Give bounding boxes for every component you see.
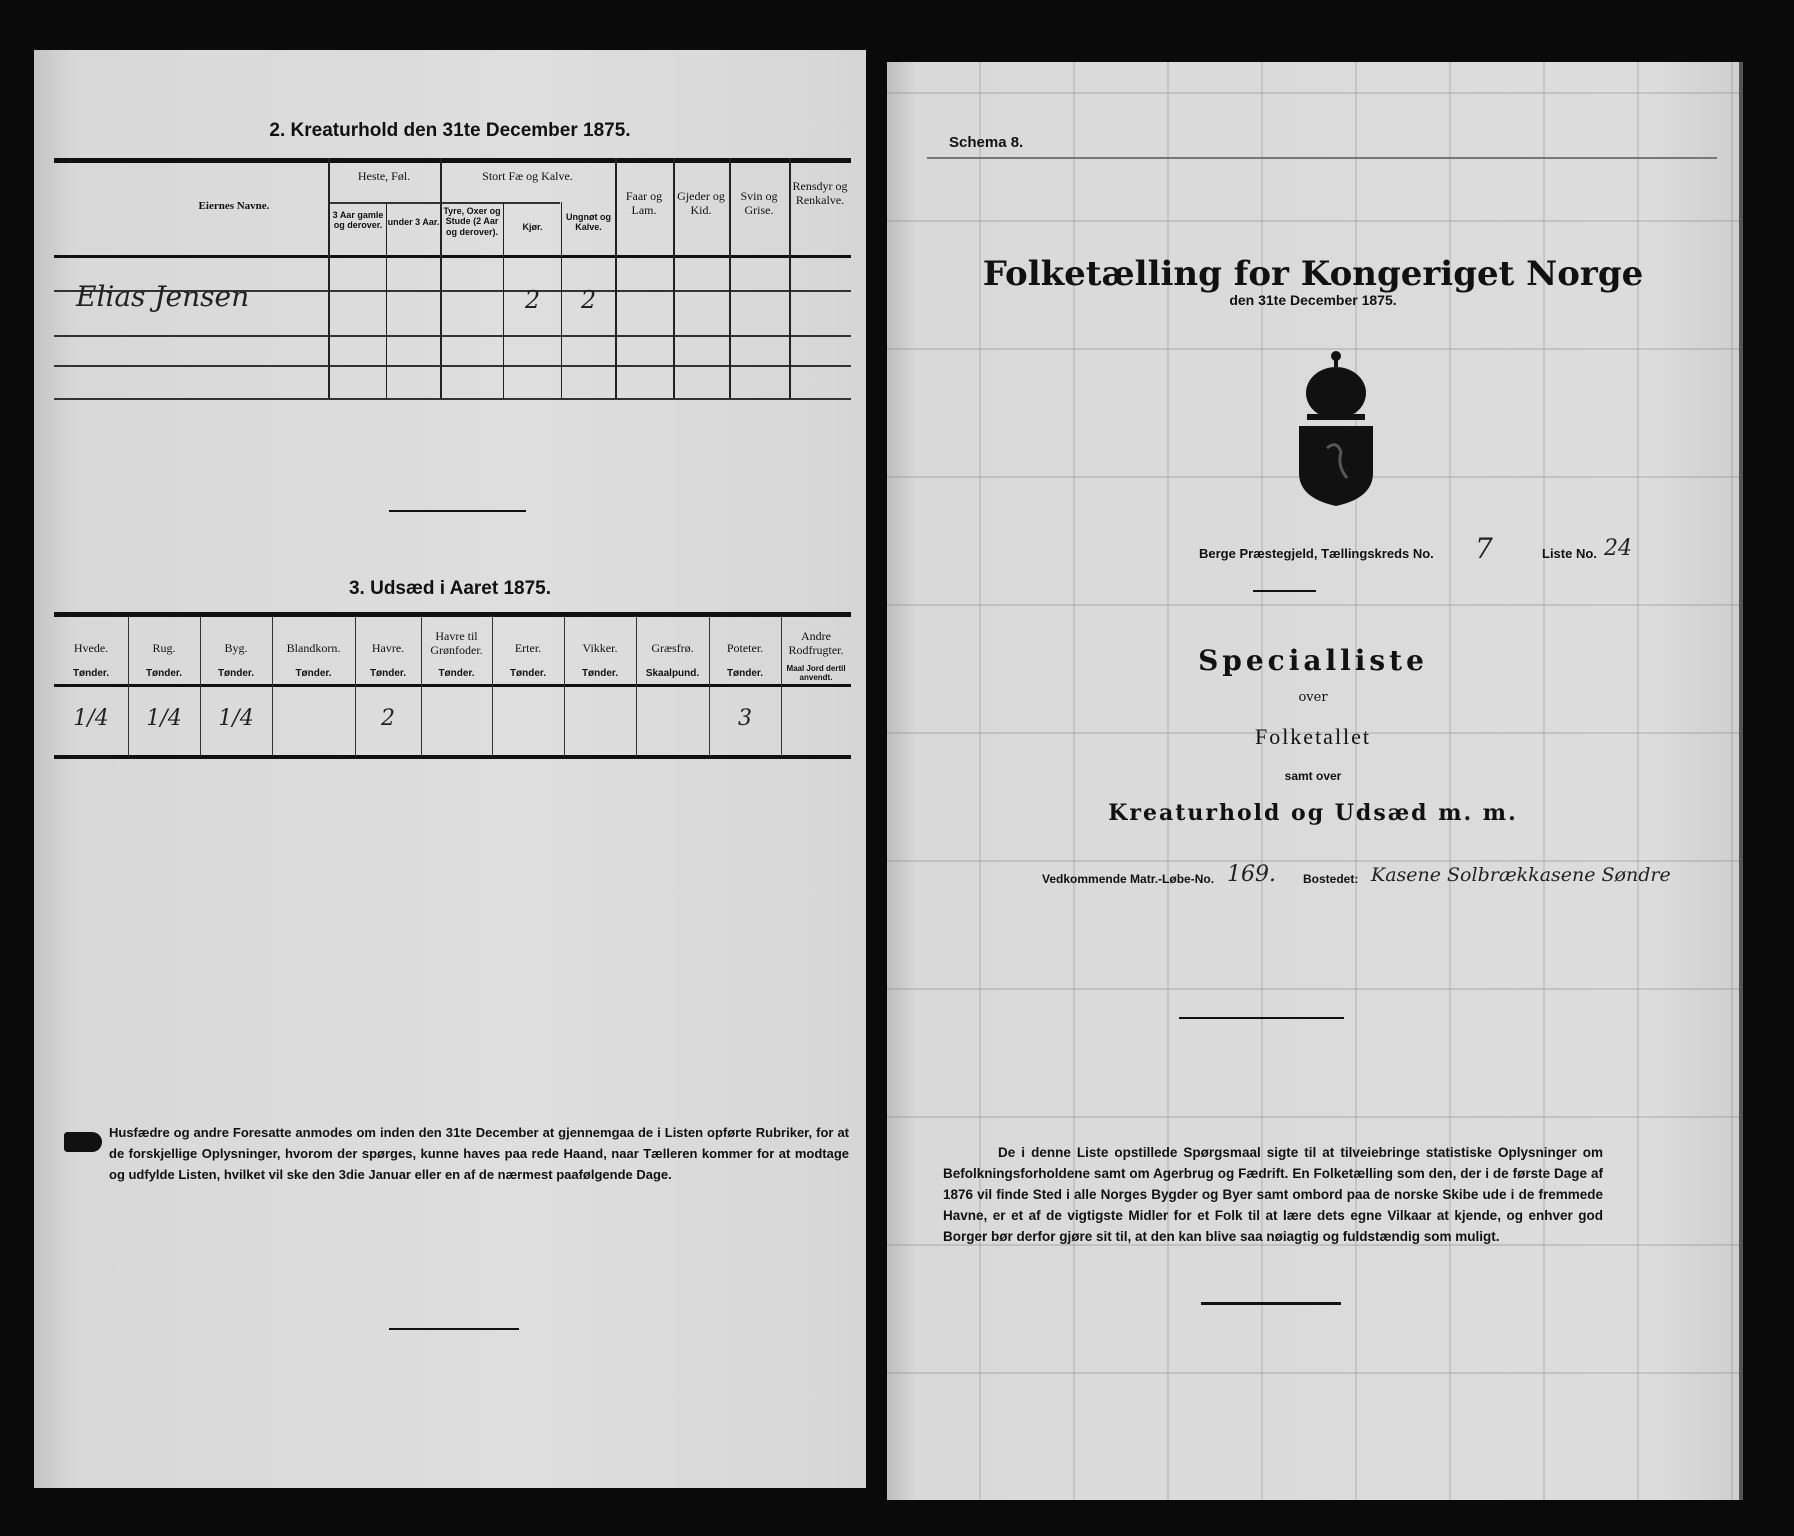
seed-unit: Maal Jord dertil anvendt. <box>786 664 846 683</box>
header-cattle: Stort Fæ og Kalve. <box>482 169 573 183</box>
right-page <box>887 62 1743 1500</box>
district-number: 7 <box>1475 532 1493 565</box>
seed-header: Havre. <box>371 641 405 655</box>
header-horses-3-over: 3 Aar gamle og derover. <box>332 210 384 231</box>
owner-name: Elias Jensen <box>76 280 250 313</box>
header-young-cattle: Ungnøt og Kalve. <box>566 212 611 233</box>
column-divider <box>564 617 565 755</box>
samt-over-text: samt over <box>1284 769 1342 783</box>
over-text: over <box>1298 690 1328 705</box>
info-paragraph: De i denne Liste opstillede Spørgsmaal sigte til at tilveiebringe statistiske Oplysninger om Befolkningsforholdene samt om Agerbrug og Fædrift. En Folketælling som den, der i de første Dage af 1876 vil finde Sted i alle Norges Bygder og Byer samt ombord paa de norske Skibe ude i de fremmede Havne, er et af de vigtigste Midler for et Folk til at lære dets egne Vilkaar at kjende, og enhver god Borger bør derfor gjøre sit til, at den kan blive saa nøiagtig og fuldstændig som muligt. <box>943 1145 1603 1244</box>
seed-header: Erter. <box>514 641 542 655</box>
header-reindeer: Rensdyr og Renkalve. <box>792 179 848 207</box>
column-divider <box>636 617 637 755</box>
divider <box>389 510 526 512</box>
seed-header: Vikker. <box>582 641 618 655</box>
seed-header: Andre Rodfrugter. <box>788 629 844 657</box>
column-divider <box>272 617 273 755</box>
specialliste-heading: Specialliste <box>1198 644 1428 677</box>
seed-value: 1/4 <box>73 706 109 731</box>
left-page <box>34 50 866 1488</box>
list-label: Liste No. <box>1542 546 1597 561</box>
column-divider <box>355 617 356 755</box>
folketallet-text: Folketallet <box>1254 724 1372 749</box>
title-date: den 31te December 1875. <box>1229 292 1397 308</box>
seed-header: Blandkorn. <box>286 641 341 655</box>
seed-unit: Tønder. <box>369 668 407 679</box>
seed-header: Rug. <box>152 641 176 655</box>
parish-label: Berge Præstegjeld, Tællingskreds No. <box>1199 546 1434 561</box>
seed-unit: Tønder. <box>217 668 255 679</box>
list-number: 24 <box>1604 536 1632 561</box>
seed-unit: Tønder. <box>295 668 332 679</box>
seed-value: 1/4 <box>218 706 254 731</box>
seed-header: Hvede. <box>73 641 109 655</box>
divider <box>1179 1017 1344 1019</box>
seed-unit: Tønder. <box>509 668 547 679</box>
header-bulls: Tyre, Oxer og Stude (2 Aar og derover). <box>443 206 501 237</box>
seed-unit: Tønder. <box>145 668 183 679</box>
divider <box>389 1328 519 1330</box>
seed-unit: Tønder. <box>438 668 475 679</box>
seed-header: Havre til Grønfoder. <box>430 629 483 657</box>
coat-of-arms-icon <box>1297 348 1375 506</box>
seed-header: Byg. <box>224 641 248 655</box>
notice-text: Husfædre og andre Foresatte anmodes om inden den 31te December at gjennemgaa de i Listen opførte Rubriker, for at de forskjellige Oplysninger, hvorom der spørges, kunne haves paa rede Haand, naar Tælleren kommer for at modtage og udfylde Listen, hvilket vil ske den 3die Januar eller en af de nærmest paafølgende Dage. <box>109 1125 849 1182</box>
seed-header: Poteter. <box>726 641 764 655</box>
bosted-value: Kasene Solbrækkasene Søndre <box>1371 864 1671 886</box>
seed-unit: Tønder. <box>726 668 764 679</box>
header-sheep: Faar og Lam. <box>625 189 663 217</box>
seed-value: 3 <box>738 706 752 731</box>
column-divider <box>492 617 493 755</box>
young-cattle-value: 2 <box>580 286 597 314</box>
matr-label: Vedkommende Matr.-Løbe-No. <box>1042 872 1215 886</box>
subtitle: Kreaturhold og Udsæd m. m. <box>1108 800 1518 826</box>
header-goats: Gjeder og Kid. <box>677 189 725 217</box>
seed-unit: Tønder. <box>581 668 619 679</box>
matr-number: 169. <box>1227 862 1276 887</box>
header-cows: Kjør. <box>522 222 543 232</box>
header-owner: Eiernes Navne. <box>198 200 270 212</box>
bosted-label: Bostedet: <box>1303 872 1359 886</box>
column-divider <box>709 617 710 755</box>
column-divider <box>128 617 129 755</box>
pointing-hand-icon <box>64 1132 102 1152</box>
cows-value: 2 <box>524 286 541 314</box>
livestock-title: 2. Kreaturhold den 31te December 1875. <box>269 120 631 141</box>
column-divider <box>200 617 201 755</box>
header-horses-under-3: under 3 Aar. <box>387 217 440 227</box>
seed-value: 1/4 <box>146 706 182 731</box>
seed-title: 3. Udsæd i Aaret 1875. <box>348 578 552 599</box>
seed-value: 2 <box>381 706 395 731</box>
divider <box>1253 590 1316 592</box>
header-horses: Heste, Føl. <box>357 169 411 183</box>
divider <box>1201 1302 1341 1305</box>
schema-label: Schema 8. <box>949 134 1024 151</box>
seed-header: Græsfrø. <box>651 641 694 655</box>
seed-unit: Tønder. <box>72 668 110 679</box>
main-title: Folketælling for Kongeriget Norge <box>982 254 1644 294</box>
header-pigs: Svin og Grise. <box>740 189 778 217</box>
seed-unit: Skaalpund. <box>645 668 700 679</box>
